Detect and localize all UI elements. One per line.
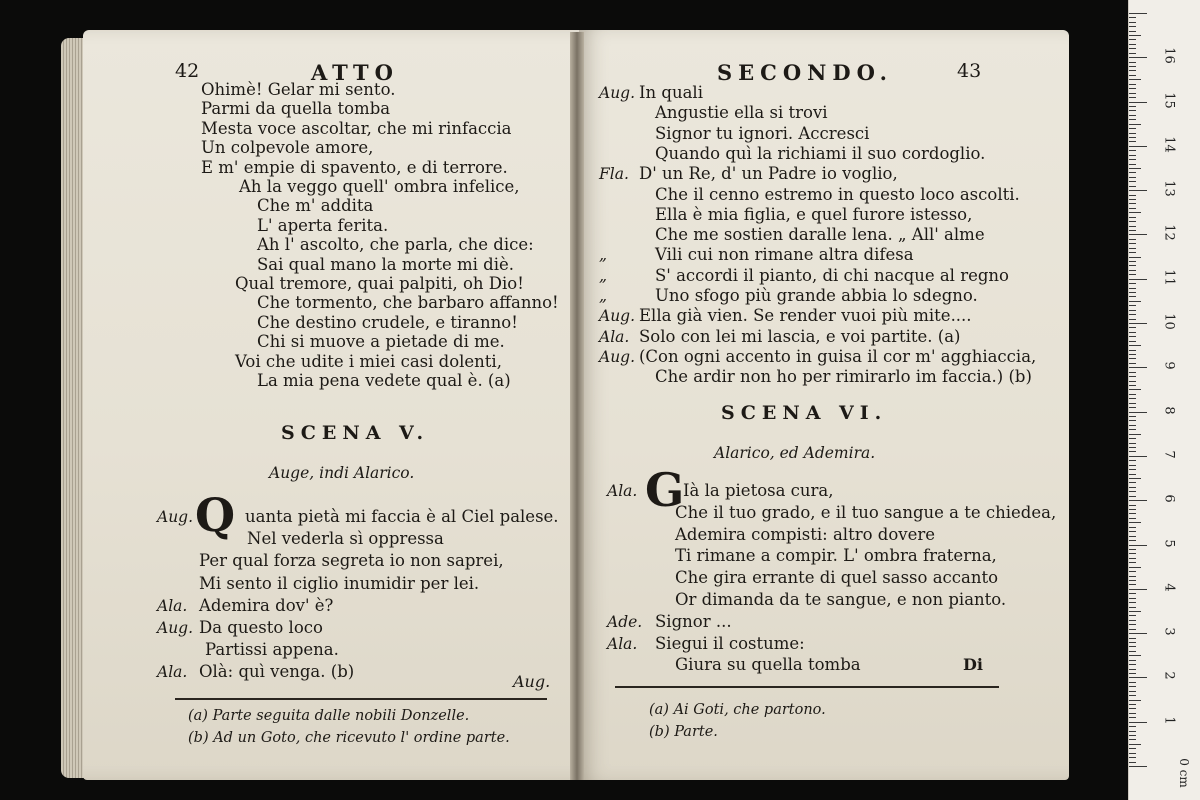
verse-line: In quali [639,83,703,102]
ruler-tick [1129,739,1136,740]
drop-cap-left: Q [195,488,236,542]
ruler-tick [1129,673,1136,674]
ruler-tick [1129,212,1141,213]
ruler-tick [1129,593,1136,594]
ruler-tick [1129,669,1136,670]
scene-title-left: SCENA V. [281,422,430,444]
ruler-tick [1129,270,1136,271]
ruler-tick [1129,487,1136,488]
ruler-tick [1129,88,1136,89]
ruler-tick [1129,124,1141,125]
ruler-number: 13 [1161,180,1177,197]
ruler-tick [1129,531,1136,532]
running-head-right: SECONDO. [717,60,893,85]
ruler-tick [1129,611,1141,612]
ruler-tick [1129,443,1136,444]
verse-line: Che me sostien daralle lena. „ All' alme [655,225,985,245]
verse-line: D' un Re, d' un Padre io voglio, [639,164,898,184]
footnote-right-b: (b) Parte. [649,724,718,740]
ruler-tick [1129,545,1147,546]
ruler-tick [1129,735,1136,736]
ruler-tick [1129,682,1136,683]
verse-line: Ià la pietosa cura, [683,481,834,500]
ruler-tick [1129,70,1136,71]
ruler-tick [1129,469,1136,470]
ruler-number: 12 [1161,224,1177,242]
running-head-left: ATTO [311,60,399,85]
ruler-number: 6 [1161,494,1177,503]
verse-line: Uno sfogo più grande abbia lo sdegno. [655,286,978,305]
ruler-tick [1129,203,1136,204]
ruler-tick [1129,367,1147,368]
ruler-tick [1129,301,1141,302]
ruler-tick [1129,221,1136,222]
ruler-tick [1129,327,1136,328]
ruler-tick [1129,296,1136,297]
verse-line: uanta pietà mi faccia è al Ciel palese. [245,507,559,526]
ruler-number: 3 [1161,627,1177,636]
ruler-tick [1129,292,1136,293]
ruler-tick [1129,731,1136,732]
ruler-tick [1129,243,1136,244]
ruler-tick [1129,17,1136,18]
ruler-tick [1129,257,1141,258]
verse-line: Ah l' ascolto, che parla, che dice: [257,235,534,255]
catchword-left: Aug. [513,672,551,691]
ruler-tick [1129,425,1136,426]
ruler-tick [1129,704,1136,705]
ruler-tick [1129,558,1136,559]
ruler-tick [1129,456,1147,457]
ruler-tick [1129,695,1136,696]
footnote-left-a: (a) Parte seguita dalle nobili Donzelle. [188,708,470,724]
ruler-tick [1129,177,1136,178]
ruler-tick [1129,602,1136,603]
verse-line: E m' empie di spavento, e di terrore. [201,157,508,177]
ruler-tick [1129,363,1136,364]
ruler-tick [1129,119,1136,120]
ruler-tick [1129,412,1147,413]
ruler-tick [1129,708,1136,709]
scene-title-right: SCENA VI. [721,402,888,424]
ruler-tick [1129,584,1136,585]
ruler-tick [1129,39,1136,40]
measurement-ruler [1128,0,1200,800]
verse-line: Che tormento, che barbaro affanno! [257,293,559,313]
speaker-label: „ [599,246,608,265]
ruler-tick [1129,686,1136,687]
ruler-tick [1129,168,1141,169]
ruler-tick [1129,97,1136,98]
ruler-unit-label: 0 cm [1176,758,1191,788]
speaker-label: Aug. [599,347,636,366]
verse-line: (Con ogni accento in guisa il cor m' agghiaccia, [639,346,1037,366]
ruler-tick [1129,115,1136,116]
ruler-tick [1129,159,1136,160]
ruler-number: 7 [1161,450,1177,459]
speaker-label: Ala. [599,327,630,346]
verse-line: Che ardir non ho per rimirarlo im faccia.) (b) [655,367,1032,387]
ruler-number: 16 [1161,47,1177,64]
verse-line: Che il tuo grado, e il tuo sangue a te chiedea, [675,502,1057,522]
ruler-tick [1129,141,1136,142]
ruler-tick [1129,319,1136,320]
ruler-tick [1129,93,1136,94]
page-number-right: 43 [957,60,982,82]
verse-line: Che il cenno estremo in questo loco ascolti. [655,184,1020,204]
ruler-tick [1129,757,1136,758]
ruler-tick [1129,181,1136,182]
ruler-tick [1129,677,1147,678]
ruler-tick [1129,571,1136,572]
ruler-number: 14 [1161,136,1177,153]
ruler-tick [1129,478,1141,479]
ruler-tick [1129,13,1147,14]
page-number-left: 42 [175,60,200,82]
ruler-tick [1129,420,1136,421]
verse-line: Da questo loco [199,618,323,637]
ruler-tick [1129,341,1136,342]
ruler-tick [1129,239,1136,240]
ruler-tick [1129,102,1147,103]
ruler-number: 1 [1161,716,1177,725]
ruler-tick [1129,128,1136,129]
ruler-tick [1129,354,1136,355]
ruler-tick [1129,66,1136,67]
scene-cast-left: Auge, indi Alarico. [269,464,415,482]
ruler-number: 2 [1161,671,1177,681]
ruler-tick [1129,651,1136,652]
verse-line: S' accordi il pianto, di chi nacque al regno [655,265,1009,285]
ruler-tick [1129,536,1136,537]
verse-line: Voi che udite i miei casi dolenti, [235,351,502,371]
verse-line: La mia pena vedete qual è. (a) [257,371,511,390]
ruler-tick [1129,75,1136,76]
ruler-tick [1129,53,1136,54]
ruler-tick [1129,358,1136,359]
verse-line: Un colpevole amore, [201,138,374,158]
ruler-tick [1129,753,1136,754]
verse-line: L' aperta ferita. [257,215,389,235]
ruler-tick [1129,172,1136,173]
verse-line: Per qual forza segreta io non saprei, [199,551,504,571]
ruler-tick [1129,336,1136,337]
ruler-tick [1129,305,1136,306]
ruler-tick [1129,474,1136,475]
ruler-number: 9 [1161,361,1177,370]
speaker-label: Ade. [607,612,643,631]
open-book [55,22,1075,784]
ruler-number: 4 [1161,583,1177,592]
ruler-tick [1129,447,1136,448]
ruler-tick [1129,372,1136,373]
verse-line: Olà: quì venga. (b) [199,662,355,682]
verse-line: Ella già vien. Se render vuoi più mite.... [639,306,972,326]
ruler-number: 15 [1161,91,1177,109]
ruler-tick [1129,403,1136,404]
ruler-tick [1129,691,1136,692]
ruler-tick [1129,500,1147,501]
verse-line: Ohimè! Gelar mi sento. [201,80,396,99]
ruler-number: 8 [1161,405,1177,415]
ruler-tick [1129,310,1136,311]
ruler-tick [1129,655,1141,656]
ruler-tick [1129,217,1136,218]
verse-line: Ella è mia figlia, e quel furore istesso, [655,204,973,224]
ruler-number: 11 [1161,268,1177,286]
ruler-tick [1129,35,1141,36]
ruler-tick [1129,624,1136,625]
ruler-tick [1129,505,1136,506]
speaker-label: Ala. [607,634,638,653]
verse-line: Solo con lei mi lascia, e voi partite. (a) [639,326,961,346]
speaker-label: Aug. [157,508,194,526]
ruler-tick [1129,549,1136,550]
drop-cap-right: G [645,463,685,517]
ruler-tick [1129,491,1136,492]
ruler-tick [1129,496,1136,497]
ruler-tick [1129,248,1136,249]
verse-line: Sai qual mano la morte mi diè. [257,254,514,274]
ruler-tick [1129,567,1141,568]
ruler-tick [1129,385,1136,386]
ruler-tick [1129,208,1136,209]
verse-line: Ti rimane a compir. L' ombra fraterna, [675,546,997,566]
ruler-tick [1129,407,1136,408]
ruler-tick [1129,638,1136,639]
ruler-tick [1129,726,1136,727]
ruler-tick [1129,48,1136,49]
verse-line: Mi sento il ciglio inumidir per lei. [199,573,480,593]
ruler-tick [1129,615,1136,616]
verse-line: Ah la veggo quell' ombra infelice, [239,177,520,196]
ruler-tick [1129,31,1136,32]
right-page [579,30,1069,780]
verse-line: Che m' addita [257,196,374,216]
ruler-tick [1129,580,1136,581]
ruler-tick [1129,744,1141,745]
ruler-tick [1129,540,1136,541]
ruler-tick [1129,283,1136,284]
ruler-tick [1129,279,1147,280]
ruler-tick [1129,164,1136,165]
ruler-tick [1129,381,1136,382]
ruler-tick [1129,332,1136,333]
ruler-tick [1129,190,1147,191]
ruler-tick [1129,398,1136,399]
speaker-label: Ala. [157,596,188,615]
ruler-tick [1129,451,1136,452]
verse-line: Che gira errante di quel sasso accanto [675,568,999,588]
ruler-tick [1129,186,1136,187]
ruler-tick [1129,226,1136,227]
ruler-tick [1129,323,1147,324]
verse-line: Vili cui non rimane altra difesa [655,245,914,265]
verse-line: Nel vederla sì oppressa [247,529,444,549]
ruler-tick [1129,106,1136,107]
ruler-tick [1129,717,1136,718]
ruler-tick [1129,518,1136,519]
ruler-tick [1129,620,1136,621]
left-page [83,30,608,780]
ruler-tick [1129,629,1136,630]
speaker-label: Ala. [157,663,188,682]
ruler-tick [1129,460,1136,461]
ruler-tick [1129,252,1136,253]
ruler-tick [1129,713,1136,714]
ruler-tick [1129,26,1136,27]
ruler-tick [1129,62,1136,63]
scene-cast-right: Alarico, ed Ademira. [714,444,876,462]
verse-line: Qual tremore, quai palpiti, oh Dio! [235,274,524,293]
ruler-tick [1129,438,1136,439]
ruler-tick [1129,562,1136,563]
ruler-tick [1129,234,1147,235]
ruler-tick [1129,465,1136,466]
verse-line: Parmi da quella tomba [201,99,391,119]
speaker-label: „ [599,287,608,305]
speaker-label: Fla. [599,165,629,184]
footnote-rule-right [615,686,999,688]
ruler-tick [1129,150,1136,151]
ruler-tick [1129,429,1136,430]
verse-line: Ademira compisti: altro dovere [675,524,936,544]
speaker-label: Aug. [599,307,636,326]
verse-line: Ademira dov' è? [199,595,334,615]
ruler-tick [1129,350,1136,351]
ruler-tick [1129,522,1141,523]
verse-line: Che destino crudele, e tiranno! [257,312,518,332]
footnote-left-b: (b) Ad un Goto, che ricevuto l' ordine parte. [188,730,510,746]
ruler-tick [1129,589,1147,590]
ruler-tick [1129,660,1136,661]
verse-line: Partissi appena. [205,640,339,660]
ruler-number: 5 [1161,538,1177,548]
verse-line: Signor ... [655,611,732,631]
ruler-tick [1129,345,1141,346]
ruler-tick [1129,482,1136,483]
ruler-tick [1129,44,1136,45]
ruler-tick [1129,434,1141,435]
footnote-right-a: (a) Ai Goti, che partono. [649,702,826,718]
ruler-tick [1129,513,1136,514]
ruler-tick [1129,84,1136,85]
ruler-tick [1129,576,1136,577]
verse-line: Siegui il costume: [655,633,805,653]
verse-line: Or dimanda da te sangue, e non pianto. [675,590,1007,609]
ruler-tick [1129,394,1136,395]
ruler-tick [1129,748,1136,749]
ruler-tick [1129,527,1136,528]
ruler-number: 10 [1161,313,1177,330]
ruler-tick [1129,607,1136,608]
ruler-tick [1129,110,1136,111]
catchword-right: Di [963,655,983,674]
speaker-label: „ [599,266,608,285]
ruler-tick [1129,389,1141,390]
verse-line: Mesta voce ascoltar, che mi rinfaccia [201,118,512,138]
ruler-tick [1129,146,1147,147]
ruler-tick [1129,633,1147,634]
ruler-tick [1129,261,1136,262]
ruler-tick [1129,22,1136,23]
verse-line: Giura su quella tomba [675,655,861,675]
ruler-tick [1129,265,1136,266]
ruler-tick [1129,700,1141,701]
ruler-tick [1129,195,1136,196]
ruler-tick [1129,416,1136,417]
ruler-tick [1129,646,1136,647]
ruler-tick [1129,79,1141,80]
ruler-tick [1129,314,1136,315]
speaker-label: Ala. [607,482,638,500]
ruler-tick [1129,230,1136,231]
ruler-tick [1129,57,1147,58]
verse-line: Quando quì la richiami il suo cordoglio. [655,143,986,163]
ruler-tick [1129,376,1136,377]
ruler-tick [1129,553,1136,554]
ruler-tick [1129,137,1136,138]
ruler-tick [1129,133,1136,134]
ruler-tick [1129,766,1147,767]
ruler-tick [1129,722,1147,723]
footnote-rule-left [175,698,547,700]
ruler-tick [1129,274,1136,275]
ruler-tick [1129,155,1136,156]
ruler-tick [1129,199,1136,200]
book-gutter [570,32,584,780]
speaker-label: Aug. [157,619,194,637]
ruler-tick [1129,642,1136,643]
verse-line: Chi si muove a pietade di me. [257,332,505,352]
ruler-tick [1129,288,1136,289]
ruler-tick [1129,598,1136,599]
ruler-tick [1129,762,1136,763]
ruler-tick [1129,664,1136,665]
verse-line: Angustie ella si trovi [655,103,828,123]
verse-line: Signor tu ignori. Accresci [655,123,870,143]
ruler-tick [1129,509,1136,510]
speaker-label: Aug. [599,84,636,102]
